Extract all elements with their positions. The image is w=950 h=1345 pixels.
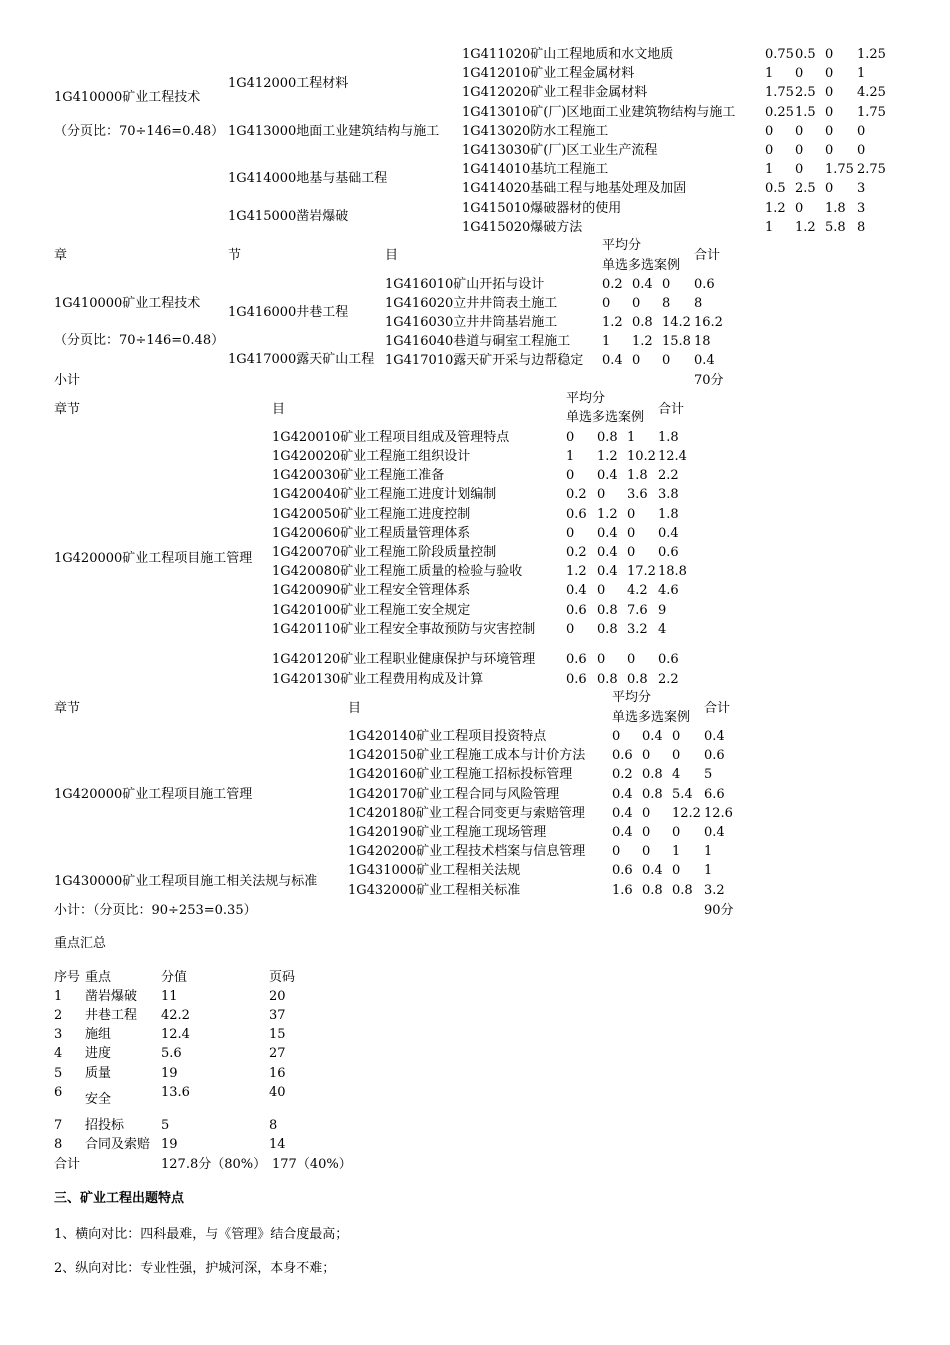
item-label: 1G416020立井井筒表土施工 (385, 296, 558, 311)
score-cell: 0 (597, 487, 606, 502)
score-cell: 1 (566, 449, 575, 464)
score-cell: 0 (825, 66, 834, 82)
score-cell: 0.4 (642, 729, 663, 744)
item-label: 1G420090矿业工程安全管理体系 (272, 583, 471, 598)
score-cell: 0.4 (704, 729, 725, 744)
score-cell: 1 (765, 219, 774, 235)
score-cell: 5.8 (825, 219, 846, 235)
item-label: 1G415010爆破器材的使用 (462, 200, 622, 216)
item-label: 1G420200矿业工程技术档案与信息管理 (348, 844, 586, 859)
header-section: 节 (228, 248, 242, 263)
section-label: 1G412000工程材料 (228, 76, 349, 91)
item-label: 1G414020基础工程与地基处理及加固 (462, 181, 687, 197)
score-cell: 4 (672, 767, 681, 782)
item-label: 1G420040矿业工程施工进度计划编制 (272, 487, 497, 502)
score-cell: 18 (694, 334, 711, 349)
score-cell: 5 (704, 767, 713, 782)
score-cell: 0 (627, 507, 636, 522)
score-cell: 0 (642, 806, 651, 821)
score-cell: 0 (672, 748, 681, 763)
header-item: 目 (348, 701, 362, 716)
score-cell: 8 (694, 296, 703, 311)
item-label: 1G415020爆破方法 (462, 219, 583, 235)
score-cell: 1.2 (795, 219, 816, 235)
header-chapter-section: 章节 (54, 701, 81, 716)
score-cell: 0 (825, 123, 834, 139)
item-label: 1G420010矿业工程项目组成及管理特点 (272, 430, 510, 445)
score-cell: 1.8 (658, 507, 679, 522)
score-cell: 4.6 (658, 583, 679, 598)
summary-no: 3 (54, 1027, 63, 1042)
summary-score: 12.4 (161, 1027, 190, 1042)
score-cell: 12.2 (672, 806, 701, 821)
score-cell: 3.2 (627, 622, 648, 637)
score-cell: 0.8 (672, 883, 693, 898)
score-cell: 10.2 (627, 449, 656, 464)
header-item: 目 (385, 248, 399, 263)
item-label: 1G412010矿业工程金属材料 (462, 66, 635, 82)
item-label: 1G420100矿业工程施工安全规定 (272, 603, 471, 618)
score-cell: 0 (632, 353, 641, 368)
chapter-label: 1G420000矿业工程项目施工管理 (54, 787, 253, 802)
item-label: 1G414010基坑工程施工 (462, 162, 609, 178)
score-cell: 0.8 (632, 315, 653, 330)
score-cell: 0 (597, 583, 606, 598)
subtotal-label: 小计 (54, 373, 81, 388)
score-cell: 0 (566, 526, 575, 541)
score-cell: 0.6 (566, 603, 587, 618)
score-cell: 1.2 (632, 334, 653, 349)
item-label: 1G416010矿山开拓与设计 (385, 277, 545, 292)
header-types: 单选多选案例 (566, 410, 645, 425)
score-cell: 4 (658, 622, 667, 637)
score-cell: 0.4 (597, 564, 618, 579)
score-cell: 0 (825, 181, 834, 197)
section-label: 1G413000地面工业建筑结构与施工 (228, 124, 440, 139)
score-cell: 1.2 (765, 200, 786, 216)
score-cell: 0.8 (627, 672, 648, 687)
chapter-ratio: （分页比：70÷146=0.48） (54, 124, 225, 139)
summary-header-no: 序号 (54, 970, 81, 985)
item-label: 1G420120矿业工程职业健康保护与环境管理 (272, 652, 536, 667)
score-cell: 4.25 (857, 85, 886, 101)
score-cell: 1 (857, 66, 866, 82)
score-cell: 0 (765, 123, 774, 139)
score-cell: 0 (857, 123, 866, 139)
summary-page: 27 (269, 1046, 286, 1061)
score-cell: 0.6 (694, 277, 715, 292)
score-cell: 1.2 (597, 449, 618, 464)
summary-point: 进度 (85, 1046, 112, 1061)
summary-header-point: 重点 (85, 970, 112, 985)
summary-score: 19 (161, 1066, 178, 1081)
item-label: 1G413020防水工程施工 (462, 123, 609, 139)
score-cell: 1.75 (765, 85, 794, 101)
score-cell: 1 (765, 162, 774, 178)
score-cell: 0 (642, 748, 651, 763)
item-label: 1G420060矿业工程质量管理体系 (272, 526, 471, 541)
score-cell: 1.6 (612, 883, 633, 898)
score-cell: 0.5 (765, 181, 786, 197)
score-cell: 0 (597, 652, 606, 667)
summary-no: 7 (54, 1118, 63, 1133)
score-cell: 7.6 (627, 603, 648, 618)
score-cell: 0 (672, 825, 681, 840)
score-cell: 1 (765, 66, 774, 82)
summary-page: 8 (269, 1118, 278, 1133)
score-cell: 0.5 (795, 47, 816, 62)
score-cell: 9 (658, 603, 667, 618)
item-label: 1G412020矿业工程非金属材料 (462, 85, 648, 101)
score-cell: 0.8 (597, 672, 618, 687)
score-cell: 0.25 (765, 104, 794, 120)
header-chapter: 章 (54, 248, 68, 263)
section-label: 1G415000凿岩爆破 (228, 209, 349, 224)
item-label: 1G420030矿业工程施工准备 (272, 468, 445, 483)
score-cell: 0 (795, 143, 804, 158)
score-cell: 0 (825, 143, 834, 158)
subtotal-label: 小计：（分页比：90÷253=0.35） (54, 903, 257, 918)
item-label: 1G420170矿业工程合同与风险管理 (348, 787, 560, 802)
chapter-ratio: （分页比：70÷146=0.48） (54, 333, 225, 348)
score-cell: 0.4 (658, 526, 679, 541)
summary-page: 16 (269, 1066, 286, 1081)
score-cell: 0.8 (642, 767, 663, 782)
score-cell: 0.4 (612, 825, 633, 840)
score-cell: 0.8 (597, 430, 618, 445)
summary-total-page: 177（40%） (272, 1157, 352, 1172)
score-cell: 0.6 (566, 672, 587, 687)
point-text: 1、横向对比：四科最难，与《管理》结合度最高； (54, 1227, 349, 1242)
score-cell: 0.6 (566, 652, 587, 667)
score-cell: 0 (566, 622, 575, 637)
header-avg: 平均分 (566, 391, 606, 406)
section-heading: 三、矿业工程出题特点 (54, 1191, 185, 1206)
score-cell: 3.8 (658, 487, 679, 502)
summary-no: 5 (54, 1066, 63, 1081)
item-label: 1C420180矿业工程合同变更与索赔管理 (348, 806, 585, 821)
score-cell: 14.2 (662, 315, 691, 330)
score-cell: 0.4 (602, 353, 623, 368)
point-text: 2、纵向对比：专业性强，护城河深，本身不难； (54, 1261, 336, 1276)
score-cell: 12.6 (704, 806, 733, 821)
score-cell: 0 (566, 430, 575, 445)
item-label: 1G420050矿业工程施工进度控制 (272, 507, 471, 522)
score-cell: 5.4 (672, 787, 693, 802)
item-label: 1G432000矿业工程相关标准 (348, 883, 521, 898)
summary-no: 8 (54, 1137, 63, 1152)
section-label: 1G414000地基与基础工程 (228, 171, 388, 186)
score-cell: 0.4 (597, 526, 618, 541)
summary-no: 6 (54, 1085, 63, 1100)
item-label: 1G420190矿业工程施工现场管理 (348, 825, 547, 840)
score-cell: 8 (857, 219, 866, 235)
summary-header-page: 页码 (269, 970, 296, 985)
score-cell: 3.2 (704, 883, 725, 898)
item-label: 1G413010矿(厂)区地面工业建筑物结构与施工 (462, 104, 736, 120)
score-cell: 0 (627, 545, 636, 560)
score-cell: 0 (795, 162, 804, 178)
header-types: 单选多选案例 (602, 258, 681, 273)
summary-score: 11 (161, 989, 178, 1004)
summary-score: 42.2 (161, 1008, 190, 1023)
score-cell: 2.75 (857, 162, 886, 178)
subtotal-value: 90分 (704, 903, 734, 918)
score-cell: 0.4 (612, 806, 633, 821)
score-cell: 3.6 (627, 487, 648, 502)
score-cell: 0.8 (597, 603, 618, 618)
subtotal-value: 70分 (694, 373, 724, 388)
header-item: 目 (272, 402, 286, 417)
summary-page: 14 (269, 1137, 286, 1152)
score-cell: 12.4 (658, 449, 687, 464)
score-cell: 0 (672, 863, 681, 878)
item-label: 1G420070矿业工程施工阶段质量控制 (272, 545, 497, 560)
item-label: 1G431000矿业工程相关法规 (348, 863, 521, 878)
score-cell: 1.2 (597, 507, 618, 522)
score-cell: 0 (612, 844, 621, 859)
score-cell: 0.6 (704, 748, 725, 763)
summary-no: 4 (54, 1046, 63, 1061)
item-label: 1G420150矿业工程施工成本与计价方法 (348, 748, 586, 763)
score-cell: 0 (672, 729, 681, 744)
summary-point: 招投标 (85, 1118, 125, 1133)
summary-header-score: 分值 (161, 970, 188, 985)
item-label: 1G420130矿业工程费用构成及计算 (272, 672, 484, 687)
summary-no: 1 (54, 989, 63, 1004)
score-cell: 1.25 (857, 47, 886, 62)
summary-page: 15 (269, 1027, 286, 1042)
summary-total-label: 合计 (54, 1157, 81, 1172)
score-cell: 1.8 (825, 200, 846, 216)
summary-page: 20 (269, 989, 286, 1004)
score-cell: 0.8 (642, 883, 663, 898)
summary-point: 井巷工程 (85, 1008, 138, 1023)
score-cell: 8 (662, 296, 671, 311)
score-cell: 1.75 (857, 104, 886, 120)
score-cell: 1 (672, 844, 681, 859)
score-cell: 0 (825, 47, 834, 62)
item-label: 1G411020矿山工程地质和水文地质 (462, 47, 674, 62)
score-cell: 0 (795, 200, 804, 216)
item-label: 1G416030立井井筒基岩施工 (385, 315, 558, 330)
score-cell: 0.4 (612, 787, 633, 802)
score-cell: 3 (857, 200, 866, 216)
score-cell: 1 (602, 334, 611, 349)
item-label: 1G420140矿业工程项目投资特点 (348, 729, 547, 744)
summary-score: 5 (161, 1118, 170, 1133)
score-cell: 0.4 (704, 825, 725, 840)
header-chapter-section: 章节 (54, 402, 81, 417)
score-cell: 0.2 (612, 767, 633, 782)
score-cell: 0.2 (566, 487, 587, 502)
summary-page: 40 (269, 1085, 286, 1100)
score-cell: 0.2 (602, 277, 623, 292)
score-cell: 0 (602, 296, 611, 311)
summary-point: 合同及索赔 (85, 1137, 151, 1152)
item-label: 1G420160矿业工程施工招标投标管理 (348, 767, 573, 782)
score-cell: 4.2 (627, 583, 648, 598)
score-cell: 0 (662, 277, 671, 292)
summary-point: 质量 (85, 1066, 112, 1081)
summary-page: 37 (269, 1008, 286, 1023)
score-cell: 0 (825, 104, 834, 120)
summary-score: 13.6 (161, 1085, 190, 1100)
chapter-label: 1G410000矿业工程技术 (54, 90, 201, 105)
score-cell: 0.6 (658, 652, 679, 667)
score-cell: 3 (857, 181, 866, 197)
item-label: 1G420020矿业工程施工组织设计 (272, 449, 471, 464)
score-cell: 0.6 (612, 863, 633, 878)
summary-score: 5.6 (161, 1046, 182, 1061)
score-cell: 1.8 (627, 468, 648, 483)
summary-score: 19 (161, 1137, 178, 1152)
score-cell: 0.6 (658, 545, 679, 560)
summary-point: 凿岩爆破 (85, 989, 138, 1004)
score-cell: 0 (566, 468, 575, 483)
score-cell: 1 (704, 844, 713, 859)
summary-no: 2 (54, 1008, 63, 1023)
item-label: 1G417010露天矿开采与边帮稳定 (385, 353, 584, 368)
score-cell: 16.2 (694, 315, 723, 330)
header-avg: 平均分 (602, 238, 642, 253)
score-cell: 18.8 (658, 564, 687, 579)
header-total: 合计 (704, 701, 731, 716)
score-cell: 1.5 (795, 104, 816, 120)
score-cell: 1.8 (658, 430, 679, 445)
item-label: 1G416040巷道与硐室工程施工 (385, 334, 571, 349)
score-cell: 0 (795, 66, 804, 82)
chapter-label: 1G420000矿业工程项目施工管理 (54, 551, 253, 566)
item-label: 1G420110矿业工程安全事故预防与灾害控制 (272, 622, 536, 637)
section-label: 1G417000露天矿山工程 (228, 352, 375, 367)
score-cell: 0.75 (765, 47, 794, 62)
score-cell: 0.6 (612, 748, 633, 763)
score-cell: 1.75 (825, 162, 854, 178)
score-cell: 17.2 (627, 564, 656, 579)
score-cell: 0.4 (642, 863, 663, 878)
score-cell: 0.8 (642, 787, 663, 802)
score-cell: 0 (627, 526, 636, 541)
summary-point: 安全 (85, 1092, 112, 1107)
score-cell: 6.6 (704, 787, 725, 802)
chapter-label: 1G410000矿业工程技术 (54, 296, 201, 311)
score-cell: 2.5 (795, 85, 816, 101)
score-cell: 0.8 (597, 622, 618, 637)
score-cell: 0 (765, 143, 774, 158)
item-label: 1G413030矿(厂)区工业生产流程 (462, 143, 658, 158)
summary-point: 施组 (85, 1027, 112, 1042)
score-cell: 2.2 (658, 468, 679, 483)
score-cell: 0 (627, 652, 636, 667)
score-cell: 0.4 (597, 468, 618, 483)
score-cell: 0 (632, 296, 641, 311)
score-cell: 0.6 (566, 507, 587, 522)
section-label: 1G416000井巷工程 (228, 305, 349, 320)
score-cell: 0 (662, 353, 671, 368)
header-types: 单选多选案例 (612, 710, 691, 725)
chapter-label: 1G430000矿业工程项目施工相关法规与标准 (54, 874, 318, 889)
score-cell: 15.8 (662, 334, 691, 349)
score-cell: 0.4 (632, 277, 653, 292)
summary-total-score: 127.8分（80%） (161, 1157, 267, 1172)
item-label: 1G420080矿业工程施工质量的检验与验收 (272, 564, 523, 579)
score-cell: 0 (795, 123, 804, 139)
score-cell: 1 (704, 863, 713, 878)
score-cell: 1.2 (566, 564, 587, 579)
score-cell: 0.2 (566, 545, 587, 560)
score-cell: 0.4 (566, 583, 587, 598)
score-cell: 0 (642, 844, 651, 859)
summary-title: 重点汇总 (54, 936, 107, 951)
score-cell: 0.4 (694, 353, 715, 368)
header-avg: 平均分 (612, 690, 652, 705)
header-total: 合计 (694, 248, 721, 263)
score-cell: 0 (642, 825, 651, 840)
score-cell: 1.2 (602, 315, 623, 330)
score-cell: 0 (825, 85, 834, 101)
score-cell: 0 (612, 729, 621, 744)
score-cell: 0.4 (597, 545, 618, 560)
score-cell: 2.5 (795, 181, 816, 197)
score-cell: 1 (627, 430, 636, 445)
score-cell: 0 (857, 143, 866, 158)
score-cell: 2.2 (658, 672, 679, 687)
header-total: 合计 (658, 402, 685, 417)
